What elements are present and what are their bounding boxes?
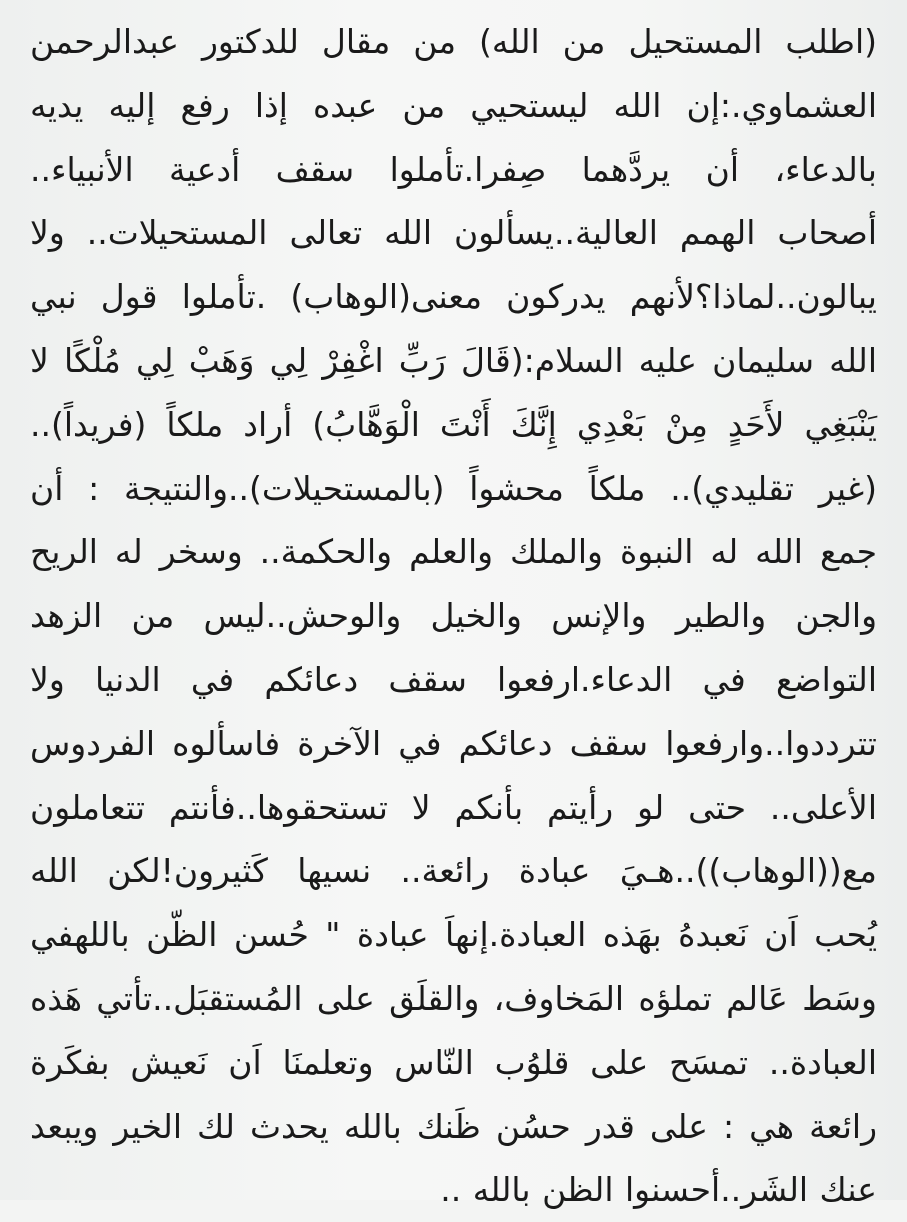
text-line-10: والجن والطير والإنس والخيل والوحش..ليس من الزهد — [30, 596, 877, 636]
text-line-14: مع((الوهاب))..هـيَ عبادة رائعة.. نسيها كَثيرون!لكن الله — [30, 851, 877, 891]
text-line-7: يَنْبَغِي لأَحَدٍ مِنْ بَعْدِي إِنَّكَ أَنْتَ الْوَهَّابُ) أراد ملكاً (فريداً).. — [30, 404, 877, 444]
text-line-19: عنك الشَر..أحسنوا الظن بالله .. — [440, 1170, 877, 1210]
text-line-4: أصحاب الهمم العالية..يسألون الله تعالى المستحيلات.. ولا — [30, 213, 877, 253]
text-line-17: العبادة.. تمسَح على قلوُب النّاس وتعلمنَا اَن نَعيش بفكَرة — [30, 1042, 877, 1082]
text-line-5: يبالون..لماذا؟لأنهم يدركون معنى(الوهاب) .تأملوا قول نبي — [30, 277, 877, 317]
article-text — [30, 10, 877, 1222]
text-line-2: العشماوي.:إن الله ليستحيي من عبده إذا رفع إليه يديه — [30, 85, 877, 125]
text-line-1: (اطلب المستحيل من الله) من مقال للدكتور عبدالرحمن — [30, 22, 877, 61]
text-line-15: يُحب اَن نَعبدهُ بهَذه العبادة.إنهاَ عبادة " حُسن الظّن باللهفي — [30, 915, 877, 955]
text-line-3: بالدعاء، أن يردَّهما صِفرا.تأملوا سقف أدعية الأنبياء.. — [30, 149, 877, 189]
text-line-8: (غير تقليدي).. ملكاً محشواً (بالمستحيلات)..والنتيجة : أن — [30, 468, 877, 508]
text-line-18: رائعة هي : على قدر حسُن ظَنك بالله يحدث لك الخير ويبعد — [30, 1106, 877, 1146]
text-line-16: وسَط عَالم تملؤه المَخاوف، والقلَق على المُستقبَل..تأتي هَذه — [30, 978, 877, 1018]
text-line-12: تترددوا..وارفعوا سقف دعائكم في الآخرة فاسألوه الفردوس — [30, 723, 877, 763]
text-line-9: جمع الله له النبوة والملك والعلم والحكمة.. وسخر له الريح — [30, 532, 877, 572]
text-line-6: الله سليمان عليه السلام:(قَالَ رَبِّ اغْفِرْ لِي وَهَبْ لِي مُلْكًا لا — [30, 340, 877, 380]
text-line-13: الأعلى.. حتى لو رأيتم بأنكم لا تستحقوها..فأنتم تتعاملون — [30, 787, 877, 827]
text-line-11: التواضع في الدعاء.ارفعوا سقف دعائكم في الدنيا ولا — [30, 659, 877, 699]
